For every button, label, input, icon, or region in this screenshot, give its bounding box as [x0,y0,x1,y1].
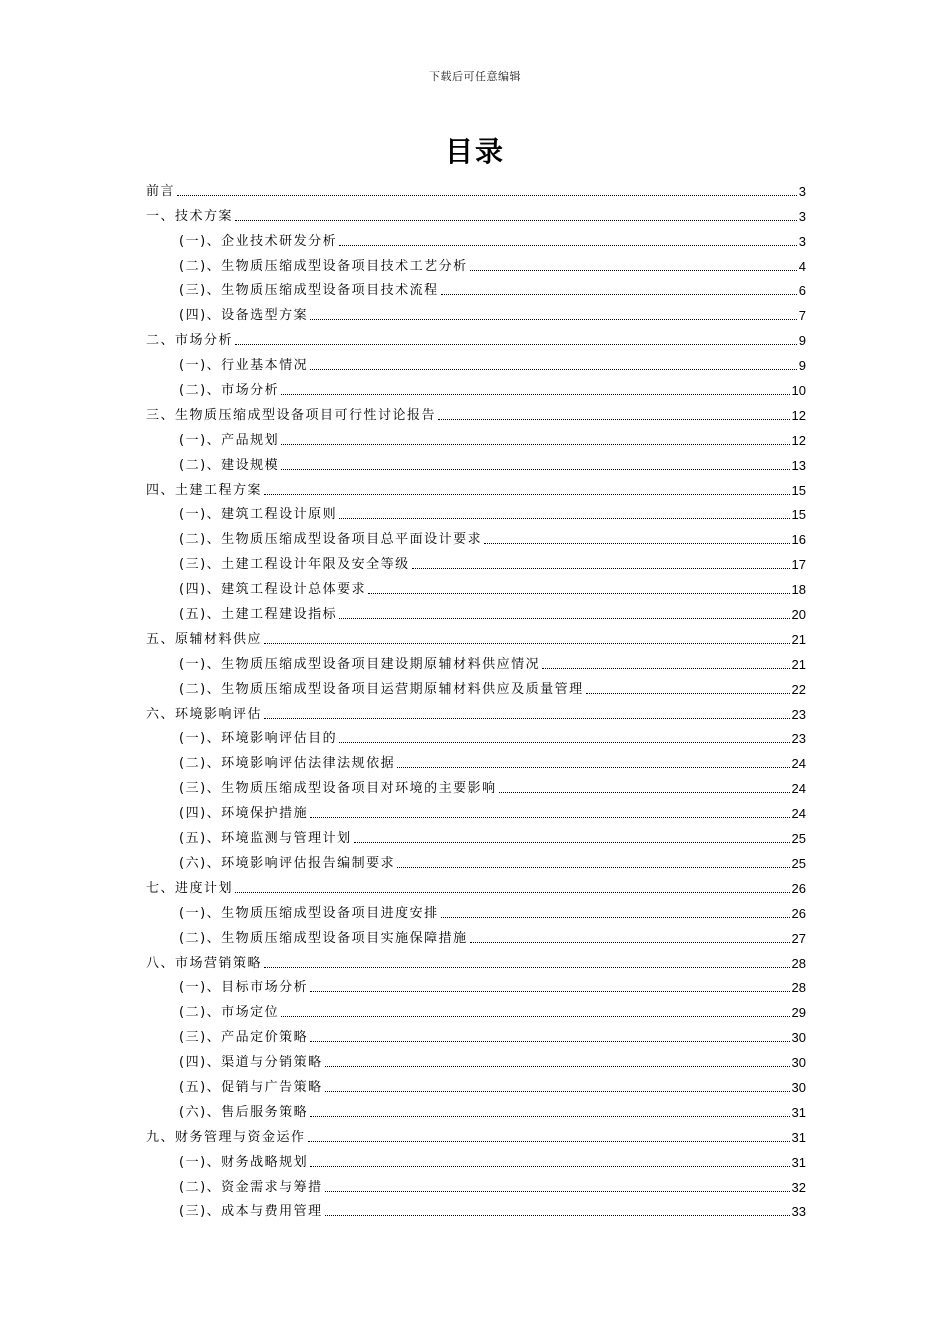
toc-entry-page-number: 32 [791,1179,806,1195]
toc-dot-leader [281,393,789,395]
toc-entry-label: 三、生物质压缩成型设备项目可行性讨论报告 [146,407,437,423]
toc-entry-label: 前言 [146,183,176,199]
toc-entry[interactable] [146,1197,806,1222]
toc-entry-label: (三)、土建工程设计年限及安全等级 [179,557,410,573]
toc-entry-label: 五、原辅材料供应 [146,631,263,647]
toc-entry-label: (二)、市场分析 [179,383,280,399]
toc-entry[interactable] [146,450,806,475]
toc-entry[interactable] [146,898,806,923]
toc-entry[interactable] [146,1097,806,1122]
toc-dot-leader [397,766,789,768]
toc-entry[interactable] [146,549,806,574]
toc-dot-leader [325,1090,790,1092]
toc-entry[interactable] [146,1072,806,1097]
toc-dot-leader [310,1165,789,1167]
toc-dot-leader [310,318,797,320]
toc-entry-page-number: 28 [791,980,806,996]
toc-entry-label: (一)、企业技术研发分析 [179,233,338,249]
toc-entry-page-number: 26 [791,880,806,896]
toc-dot-leader [542,667,789,669]
toc-dot-leader [310,1115,789,1117]
toc-entry-label: 七、进度计划 [146,880,234,896]
toc-dot-leader [235,891,790,893]
header-note: 下载后可任意编辑 [429,70,521,83]
toc-entry[interactable] [146,997,806,1022]
toc-entry-page-number: 3 [798,233,806,249]
toc-entry-label: (四)、建筑工程设计总体要求 [179,582,367,598]
toc-entry[interactable] [146,699,806,724]
toc-entry[interactable] [146,300,806,325]
toc-entry-label: (一)、建筑工程设计原则 [179,507,338,523]
toc-entry-page-number: 12 [791,407,806,423]
toc-dot-leader [264,642,790,644]
toc-entry[interactable] [146,475,806,500]
toc-entry-label: (六)、售后服务策略 [179,1104,309,1120]
toc-entry-page-number: 31 [791,1154,806,1170]
toc-entry[interactable] [146,973,806,998]
toc-entry-page-number: 28 [791,955,806,971]
toc-entry-label: (四)、设备选型方案 [179,308,309,324]
toc-dot-leader [177,194,797,196]
toc-entry[interactable] [146,325,806,350]
toc-entry-page-number: 18 [791,582,806,598]
toc-entry[interactable] [146,276,806,301]
toc-entry-label: (二)、资金需求与筹措 [179,1179,323,1195]
toc-entry[interactable] [146,848,806,873]
toc-entry-page-number: 3 [798,183,806,199]
toc-entry-page-number: 15 [791,482,806,498]
toc-entry[interactable] [146,574,806,599]
toc-entry[interactable] [146,873,806,898]
toc-entry-page-number: 15 [791,507,806,523]
toc-entry-page-number: 9 [798,358,806,374]
toc-entry-label: (五)、促销与广告策略 [179,1079,323,1095]
toc-entry-page-number: 23 [791,706,806,722]
toc-entry-label: (二)、生物质压缩成型设备项目运营期原辅材料供应及质量管理 [179,681,584,697]
toc-entry[interactable] [146,176,806,201]
toc-dot-leader [586,692,790,694]
toc-entry-page-number: 30 [791,1030,806,1046]
toc-entry-label: (二)、环境影响评估法律法规依据 [179,756,396,772]
toc-entry-label: (五)、土建工程建设指标 [179,607,338,623]
toc-entry-page-number: 21 [791,656,806,672]
toc-entry[interactable] [146,226,806,251]
toc-dot-leader [264,966,790,968]
toc-entry-page-number: 7 [798,308,806,324]
toc-entry-page-number: 20 [791,607,806,623]
toc-entry[interactable] [146,624,806,649]
toc-entry-label: 八、市场营销策略 [146,955,263,971]
toc-dot-leader [310,368,797,370]
toc-entry-page-number: 22 [791,681,806,697]
toc-entry-label: (四)、环境保护措施 [179,806,309,822]
table-of-contents [146,176,806,1221]
toc-entry[interactable] [146,1122,806,1147]
toc-entry[interactable] [146,400,806,425]
toc-entry[interactable] [146,773,806,798]
toc-entry[interactable] [146,201,806,226]
toc-entry[interactable] [146,724,806,749]
toc-dot-leader [339,244,797,246]
toc-entry-label: (二)、生物质压缩成型设备项目技术工艺分析 [179,258,468,274]
toc-dot-leader [441,916,790,918]
toc-entry-label: 六、环境影响评估 [146,706,263,722]
toc-entry[interactable] [146,500,806,525]
toc-entry-label: (一)、生物质压缩成型设备项目进度安排 [179,905,439,921]
toc-dot-leader [438,418,790,420]
toc-entry[interactable] [146,1047,806,1072]
toc-entry-label: (三)、生物质压缩成型设备项目技术流程 [179,283,439,299]
toc-entry-label: (五)、环境监测与管理计划 [179,831,352,847]
toc-entry-label: 四、土建工程方案 [146,482,263,498]
toc-entry-page-number: 33 [791,1204,806,1220]
toc-entry-page-number: 10 [791,383,806,399]
toc-entry[interactable] [146,1022,806,1047]
toc-entry-label: (二)、生物质压缩成型设备项目实施保障措施 [179,930,468,946]
toc-entry-page-number: 30 [791,1055,806,1071]
toc-entry-page-number: 24 [791,806,806,822]
toc-entry-label: 一、技术方案 [146,208,234,224]
toc-entry[interactable] [146,748,806,773]
toc-dot-leader [397,866,789,868]
toc-dot-leader [470,941,790,943]
toc-entry[interactable] [146,674,806,699]
toc-dot-leader [339,741,789,743]
toc-entry-label: (二)、市场定位 [179,1005,280,1021]
toc-dot-leader [310,1040,789,1042]
toc-dot-leader [470,269,797,271]
toc-dot-leader [310,816,789,818]
toc-dot-leader [235,219,797,221]
toc-entry[interactable] [146,375,806,400]
toc-title: 目录 [444,135,505,168]
toc-entry-label: (一)、产品规划 [179,432,280,448]
toc-entry-label: (二)、建设规模 [179,457,280,473]
toc-entry-page-number: 13 [791,457,806,473]
toc-entry-label: (六)、环境影响评估报告编制要求 [179,855,396,871]
toc-entry-label: (一)、行业基本情况 [179,358,309,374]
toc-entry[interactable] [146,823,806,848]
toc-entry-page-number: 9 [798,333,806,349]
toc-entry-page-number: 12 [791,432,806,448]
toc-entry[interactable] [146,649,806,674]
toc-entry-label: 二、市场分析 [146,333,234,349]
toc-entry-page-number: 25 [791,855,806,871]
toc-dot-leader [264,493,790,495]
toc-entry-page-number: 16 [791,532,806,548]
toc-entry-label: (三)、生物质压缩成型设备项目对环境的主要影响 [179,781,497,797]
toc-entry-label: (四)、渠道与分销策略 [179,1055,323,1071]
toc-entry-page-number: 4 [798,258,806,274]
toc-dot-leader [264,717,790,719]
toc-dot-leader [368,592,789,594]
toc-entry-page-number: 24 [791,756,806,772]
toc-entry-label: (一)、环境影响评估目的 [179,731,338,747]
toc-entry-page-number: 27 [791,930,806,946]
toc-dot-leader [499,791,790,793]
toc-dot-leader [281,443,789,445]
toc-entry-page-number: 3 [798,208,806,224]
toc-entry[interactable] [146,798,806,823]
toc-entry-page-number: 26 [791,905,806,921]
toc-entry-page-number: 6 [798,283,806,299]
toc-dot-leader [339,517,789,519]
toc-entry[interactable] [146,599,806,624]
toc-entry-label: (三)、成本与费用管理 [179,1204,323,1220]
toc-entry-page-number: 23 [791,731,806,747]
toc-entry[interactable] [146,251,806,276]
toc-entry-page-number: 29 [791,1005,806,1021]
toc-dot-leader [412,567,790,569]
toc-dot-leader [281,468,789,470]
toc-entry-page-number: 21 [791,631,806,647]
toc-entry-label: (一)、生物质压缩成型设备项目建设期原辅材料供应情况 [179,656,541,672]
toc-dot-leader [484,542,789,544]
toc-entry[interactable] [146,923,806,948]
toc-entry-page-number: 25 [791,831,806,847]
toc-dot-leader [310,990,789,992]
toc-entry-label: (一)、财务战略规划 [179,1154,309,1170]
toc-entry-label: (一)、目标市场分析 [179,980,309,996]
toc-dot-leader [308,1140,790,1142]
toc-dot-leader [339,617,789,619]
toc-dot-leader [235,343,797,345]
toc-dot-leader [354,841,790,843]
toc-entry-label: 九、财务管理与资金运作 [146,1129,306,1145]
toc-entry[interactable] [146,1172,806,1197]
toc-entry[interactable] [146,524,806,549]
toc-entry-label: (三)、产品定价策略 [179,1030,309,1046]
toc-entry[interactable] [146,1147,806,1172]
toc-dot-leader [325,1214,790,1216]
toc-entry[interactable] [146,425,806,450]
toc-dot-leader [281,1015,789,1017]
toc-entry-page-number: 17 [791,557,806,573]
toc-dot-leader [325,1190,790,1192]
toc-entry-page-number: 30 [791,1079,806,1095]
toc-entry[interactable] [146,948,806,973]
toc-entry[interactable] [146,350,806,375]
toc-entry-page-number: 31 [791,1129,806,1145]
toc-entry-page-number: 31 [791,1104,806,1120]
toc-dot-leader [325,1065,790,1067]
toc-dot-leader [441,293,797,295]
toc-entry-page-number: 24 [791,781,806,797]
toc-entry-label: (二)、生物质压缩成型设备项目总平面设计要求 [179,532,483,548]
